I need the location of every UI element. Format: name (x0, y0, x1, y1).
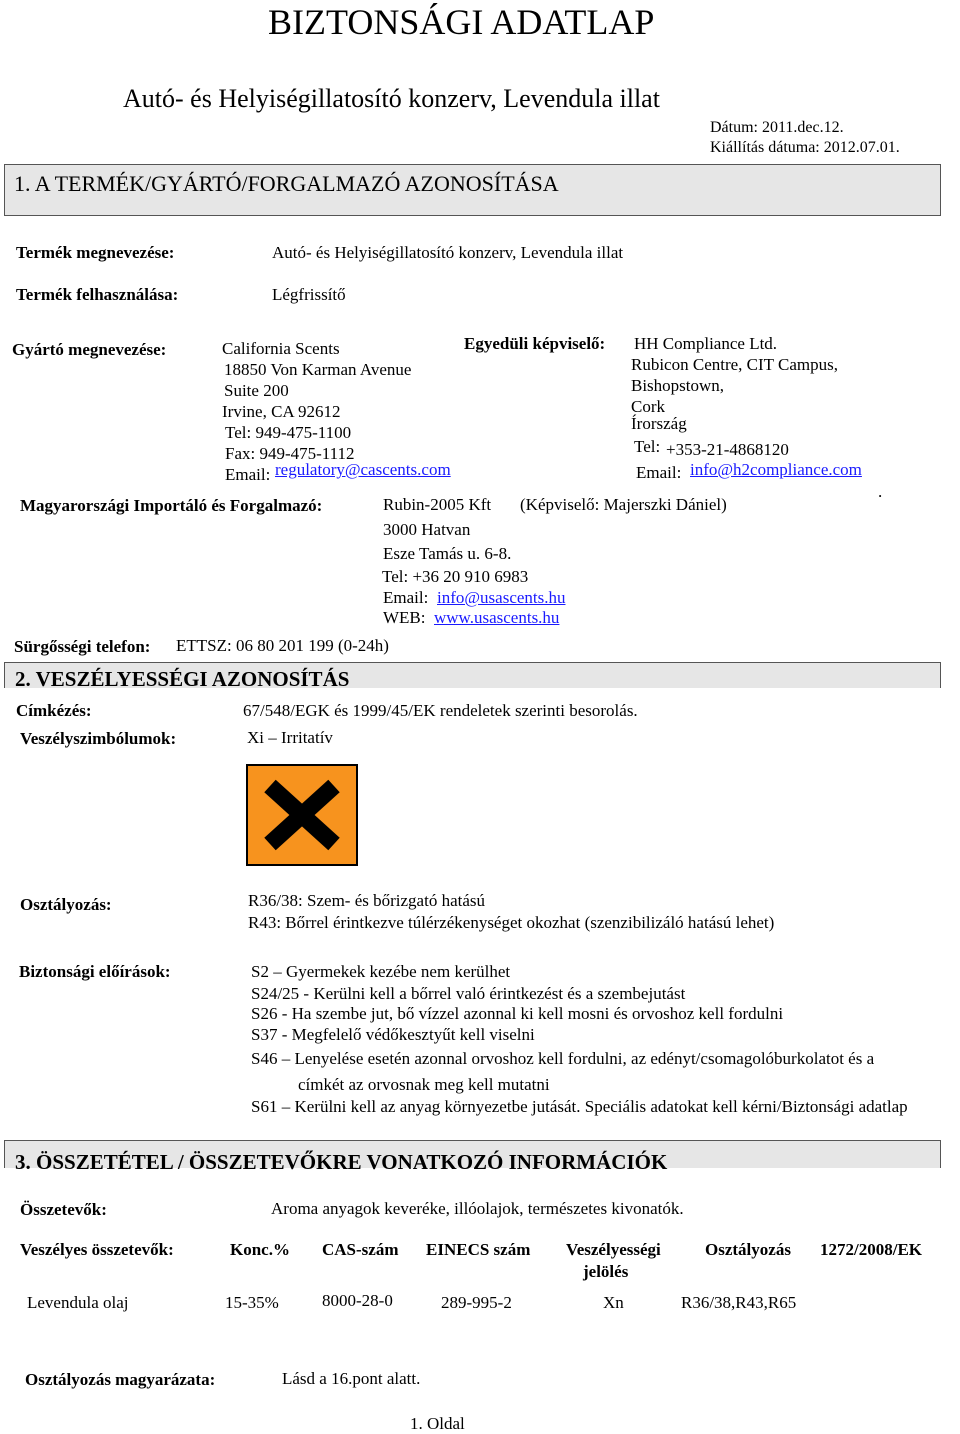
labeling-label: Címkézés: (16, 701, 92, 720)
table-cell-cas: 8000-28-0 (322, 1291, 393, 1310)
safety-line: S24/25 - Kerülni kell a bőrrel való érintkezést és a szembejutást (251, 984, 686, 1003)
table-header-hazard-2: jelölés (583, 1262, 629, 1281)
manufacturer-line: California Scents (222, 339, 340, 358)
rep-line: Cork (631, 397, 665, 416)
classification-label: Osztályozás: (20, 895, 112, 914)
manufacturer-line: Irvine, CA 92612 (222, 402, 341, 421)
rep-email-label: Email: (636, 463, 682, 482)
rep-trailing-dot: . (878, 482, 883, 501)
table-cell-conc: 15-35% (225, 1293, 279, 1312)
table-header-einecs: EINECS szám (426, 1240, 531, 1259)
symbols-value: Xi – Irritatív (247, 728, 333, 747)
emergency-value: ETTSZ: 06 80 201 199 (0-24h) (176, 636, 389, 655)
date-line: Dátum: 2011.dec.12. (710, 119, 844, 136)
manufacturer-line: 18850 Von Karman Avenue (224, 360, 412, 379)
page-number: 1. Oldal (410, 1414, 465, 1433)
emergency-label: Sürgősségi telefon: (14, 637, 151, 656)
components-label: Összetevők: (20, 1200, 107, 1219)
importer-email-link[interactable]: info@usascents.hu (437, 588, 566, 607)
classification-line: R36/38: Szem- és bőrizgató hatású (248, 891, 486, 910)
table-header-cas: CAS-szám (322, 1240, 399, 1259)
table-header-class: Osztályozás (705, 1240, 791, 1259)
components-value: Aroma anyagok keveréke, illóolajok, természetes kivonatók. (271, 1199, 684, 1218)
table-cell-einecs: 289-995-2 (441, 1293, 512, 1312)
rep-tel-label: Tel: (634, 437, 661, 456)
labeling-value: 67/548/EGK és 1999/45/EK rendeletek szerinti besorolás. (243, 701, 638, 720)
table-cell-class: R36/38,R43,R65 (681, 1293, 797, 1312)
manufacturer-line: Suite 200 (224, 381, 289, 400)
importer-line: 3000 Hatvan (383, 520, 471, 539)
importer-web-link[interactable]: www.usascents.hu (434, 608, 560, 627)
manufacturer-line: Tel: 949-475-1100 (225, 423, 352, 442)
product-title: Autó- és Helyiségillatosító konzerv, Levendula illat (123, 84, 660, 113)
safety-line: S37 - Megfelelő védőkesztyűt kell viselni (251, 1025, 535, 1044)
symbols-label: Veszélyszimbólumok: (20, 729, 177, 748)
rep-line: Írország (631, 414, 687, 433)
importer-label: Magyarországi Importáló és Forgalmazó: (20, 496, 323, 515)
safety-line: S46 – Lenyelése esetén azonnal orvoshoz kell fordulni, az edényt/csomagolóburkolatot és a (251, 1049, 875, 1068)
product-use-value: Légfrissítő (272, 285, 346, 304)
importer-web-label: WEB: (383, 608, 426, 627)
explanation-label: Osztályozás magyarázata: (25, 1370, 216, 1389)
safety-line: S2 – Gyermekek kezébe nem kerülhet (251, 962, 511, 981)
importer-name: Rubin-2005 Kft (383, 495, 492, 514)
importer-contact: (Képviselő: Majerszki Dániel) (520, 495, 727, 514)
importer-line: Esze Tamás u. 6-8. (383, 544, 512, 563)
table-header-reg: 1272/2008/EK (820, 1240, 923, 1259)
section1-title: 1. A TERMÉK/GYÁRTÓ/FORGALMAZÓ AZONOSÍTÁSA (14, 171, 559, 196)
rep-email-link[interactable]: info@h2compliance.com (690, 460, 862, 479)
rep-label: Egyedüli képviselő: (464, 334, 606, 353)
safety-line: S61 – Kerülni kell az anyag környezetbe jutását. Speciális adatokat kell kérni/Biztonsági adatlap (251, 1097, 908, 1116)
product-use-label: Termék felhasználása: (16, 285, 179, 304)
section2-title: 2. VESZÉLYESSÉGI AZONOSÍTÁS (15, 667, 350, 691)
table-header-conc: Konc.% (230, 1240, 290, 1259)
explanation-value: Lásd a 16.pont alatt. (282, 1369, 421, 1388)
table-cell-hazard: Xn (603, 1293, 624, 1312)
product-name-label: Termék megnevezése: (16, 243, 175, 262)
section3-title: 3. ÖSSZETÉTEL / ÖSSZETEVŐKRE VONATKOZÓ INFORMÁCIÓK (15, 1150, 668, 1174)
table-cell-name: Levendula olaj (27, 1293, 129, 1312)
table-header-name: Veszélyes összetevők: (20, 1240, 174, 1259)
importer-email-label: Email: (383, 588, 429, 607)
document-title: BIZTONSÁGI ADATLAP (268, 2, 655, 42)
issue-date-line: Kiállítás dátuma: 2012.07.01. (710, 139, 900, 156)
safety-line: címkét az orvosnak meg kell mutatni (298, 1075, 550, 1094)
safety-label: Biztonsági előírások: (19, 962, 171, 981)
rep-line: HH Compliance Ltd. (634, 334, 778, 353)
manufacturer-label: Gyártó megnevezése: (12, 340, 167, 359)
product-name-value: Autó- és Helyiségillatosító konzerv, Levendula illat (272, 243, 624, 262)
manufacturer-email-label: Email: (225, 465, 271, 484)
manufacturer-email-link[interactable]: regulatory@cascents.com (275, 460, 451, 479)
rep-line: Rubicon Centre, CIT Campus, (631, 355, 838, 374)
manufacturer-line: Fax: 949-475-1112 (225, 444, 355, 463)
table-header-hazard: Veszélyességi (566, 1240, 661, 1259)
rep-line: Bishopstown, (631, 376, 725, 395)
rep-tel-value: +353-21-4868120 (666, 440, 789, 459)
xi-irritant-cross-icon (246, 764, 358, 866)
classification-line: R43: Bőrrel érintkezve túlérzékenységet okozhat (szenzibilizáló hatású lehet) (248, 913, 775, 932)
importer-line: Tel: +36 20 910 6983 (382, 567, 529, 586)
safety-line: S26 - Ha szembe jut, bő vízzel azonnal ki kell mosni és orvoshoz kell fordulni (251, 1004, 784, 1023)
